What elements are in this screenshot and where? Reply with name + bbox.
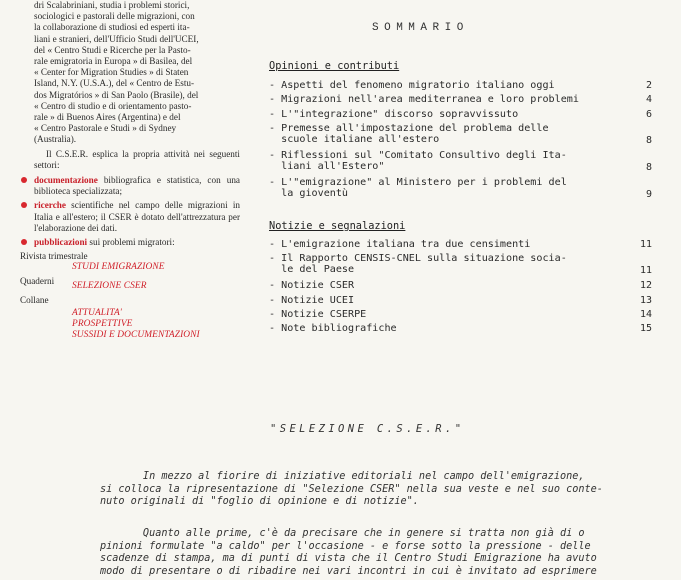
- toc-item-title: - Note bibliografiche: [269, 323, 397, 335]
- toc-item: [269, 123, 664, 145]
- toc-item: [269, 94, 664, 105]
- toc-page-number: 14: [639, 309, 652, 320]
- body-line: modo di presentare o di ribadire nei vari incontri in cui è invitato ad esprimere: [100, 565, 597, 577]
- toc-item-title: - Premesse all'impostazione del problema delle: [269, 123, 549, 135]
- toc-section-opinioni: Opinioni e contributi: [269, 60, 400, 72]
- sector-ricerche: ricerche scientifiche nel campo delle migrazioni in Italia e all'estero; il CSER è dotato dell'attrezzatura per l'elaborazione dei dati.: [20, 200, 240, 234]
- left-column: [20, 0, 240, 341]
- toc-item-title: la gioventù: [269, 187, 349, 199]
- intro-line: dos Migratórios » di San Paolo (Brasile), del: [34, 89, 199, 100]
- toc-item-title: - Migrazioni nell'area mediterranea e loro problemi: [269, 94, 579, 106]
- intro-line: del « Centro Studi e Ricerche per la Pasto-: [34, 44, 191, 55]
- toc-item-title: le del Paese: [269, 264, 355, 276]
- rivista-label: Rivista trimestrale: [20, 251, 88, 262]
- selezione-paragraph-1: [100, 471, 640, 509]
- toc-item: [269, 253, 664, 275]
- toc-item: [269, 239, 664, 250]
- toc-section-notizie: Notizie e segnalazioni: [269, 220, 406, 232]
- toc-item: [269, 109, 664, 120]
- toc-item-title: - L'emigrazione italiana tra due censimenti: [269, 239, 531, 250]
- body-line: Quanto alle prime, c'è da precisare che in genere si tratta non già di o: [100, 528, 585, 539]
- toc-page-number: 13: [639, 294, 652, 306]
- intro-line: Island, N.Y. (U.S.A.), del « Centro de Estu-: [34, 78, 195, 89]
- toc-page-number: 11: [639, 239, 652, 250]
- collana-title: PROSPETTIVE: [72, 319, 133, 330]
- publications-list: [20, 251, 240, 341]
- toc-item: [269, 309, 664, 320]
- collana-title: SUSSIDI E DOCUMENTAZIONI: [72, 330, 200, 341]
- toc-page-number: 11: [639, 265, 652, 277]
- toc-item: [269, 295, 664, 306]
- toc-item: [269, 80, 664, 91]
- intro-line: (Australia).: [34, 134, 77, 145]
- intro-line: liani e stranieri, dell'Ufficio Studi dell'UCEI,: [34, 33, 199, 44]
- red-bullet-icon: [21, 239, 27, 245]
- toc-page-number: 6: [645, 108, 652, 120]
- red-bullet-icon: [21, 202, 27, 208]
- selezione-heading: "SELEZIONE C.S.E.R.": [270, 423, 465, 435]
- intro-line: la collaborazione di studiosi ed esperti ita-: [34, 22, 190, 33]
- toc-page-number: 9: [645, 188, 652, 200]
- sector-documentazione: documentazione bibliografica e statistica, con una biblioteca specializzata;: [20, 175, 240, 197]
- toc-item-title: - Il Rapporto CENSIS-CNEL sulla situazione socia-: [269, 253, 567, 265]
- sommario-title: SOMMARIO: [372, 22, 469, 34]
- intro-line: « Centro Pastorale e Studi » di Sydney: [34, 123, 177, 134]
- selezione-paragraph-2: [100, 528, 640, 578]
- rivista-title: STUDI EMIGRAZIONE: [72, 262, 165, 273]
- toc-item-title: - L'"emigrazione" al Ministero per i problemi del: [269, 176, 567, 188]
- collana-title: ATTUALITA': [72, 308, 122, 319]
- toc-item-title: - Aspetti del fenomeno migratorio italiano oggi: [269, 80, 555, 91]
- body-line: scadenze di stampa, ma di punti di vista che il Centro Studi Emigrazione ha avuto: [100, 553, 597, 565]
- toc-item-title: - L'"integrazione" discorso sopravvissuto: [269, 108, 519, 120]
- toc-item-title: - Notizie CSER: [269, 280, 355, 292]
- intro-line: « Center for Migration Studies » di Staten: [34, 67, 189, 78]
- intro-line: sociologici e pastorali delle migrazioni, con: [34, 11, 195, 22]
- red-bullet-icon: [21, 177, 27, 183]
- activities-intro: Il C.S.E.R. esplica la propria attività nei seguenti settori:: [34, 148, 240, 170]
- toc-item-title: liani all'Estero": [269, 161, 385, 172]
- toc-item-title: - Riflessioni sul "Comitato Consultivo degli Ita-: [269, 150, 567, 161]
- quaderni-title: SELEZIONE CSER: [72, 281, 147, 292]
- body-line: si colloca la ripresentazione di "Selezione CSER" nella sua veste e nel suo conte-: [100, 483, 603, 495]
- body-line: In mezzo al fiorire di iniziative editoriali nel campo dell'emigrazione,: [100, 471, 585, 482]
- toc-item: [269, 150, 664, 172]
- toc-page-number: 2: [645, 80, 652, 91]
- intro-text: [34, 0, 240, 146]
- intro-line: rale » di Buenos Aires (Argentina) e del: [34, 112, 181, 123]
- toc-item-title: - Notizie UCEI: [269, 294, 355, 306]
- sector-pubblicazioni: pubblicazioni sui problemi migratori:: [20, 237, 240, 248]
- collane-label: Collane: [20, 295, 49, 306]
- toc-page-number: 8: [645, 162, 652, 173]
- intro-line: dri Scalabriniani, studia i problemi storici,: [34, 0, 190, 10]
- intro-line: « Centro di studio e di orientamento pasto-: [34, 100, 192, 111]
- toc-item-title: - Notizie CSERPE: [269, 309, 367, 320]
- body-line: pinioni formulate "a caldo" per l'occasione - e forse sotto la pressione - delle: [100, 540, 591, 552]
- toc-page-number: 4: [645, 94, 652, 106]
- toc-page-number: 8: [645, 135, 652, 147]
- quaderni-label: Quaderni: [20, 276, 55, 287]
- body-line: nuto originali di "foglio di opinione e di notizie".: [100, 496, 419, 508]
- toc-item: [269, 280, 664, 291]
- toc-page-number: 15: [639, 323, 652, 335]
- toc-item: [269, 323, 664, 334]
- toc-item: [269, 177, 664, 199]
- intro-line: rale emigratoria in Europa » di Basilea, del: [34, 56, 193, 67]
- toc-page-number: 12: [639, 280, 652, 292]
- toc-item-title: scuole italiane all'estero: [269, 134, 440, 146]
